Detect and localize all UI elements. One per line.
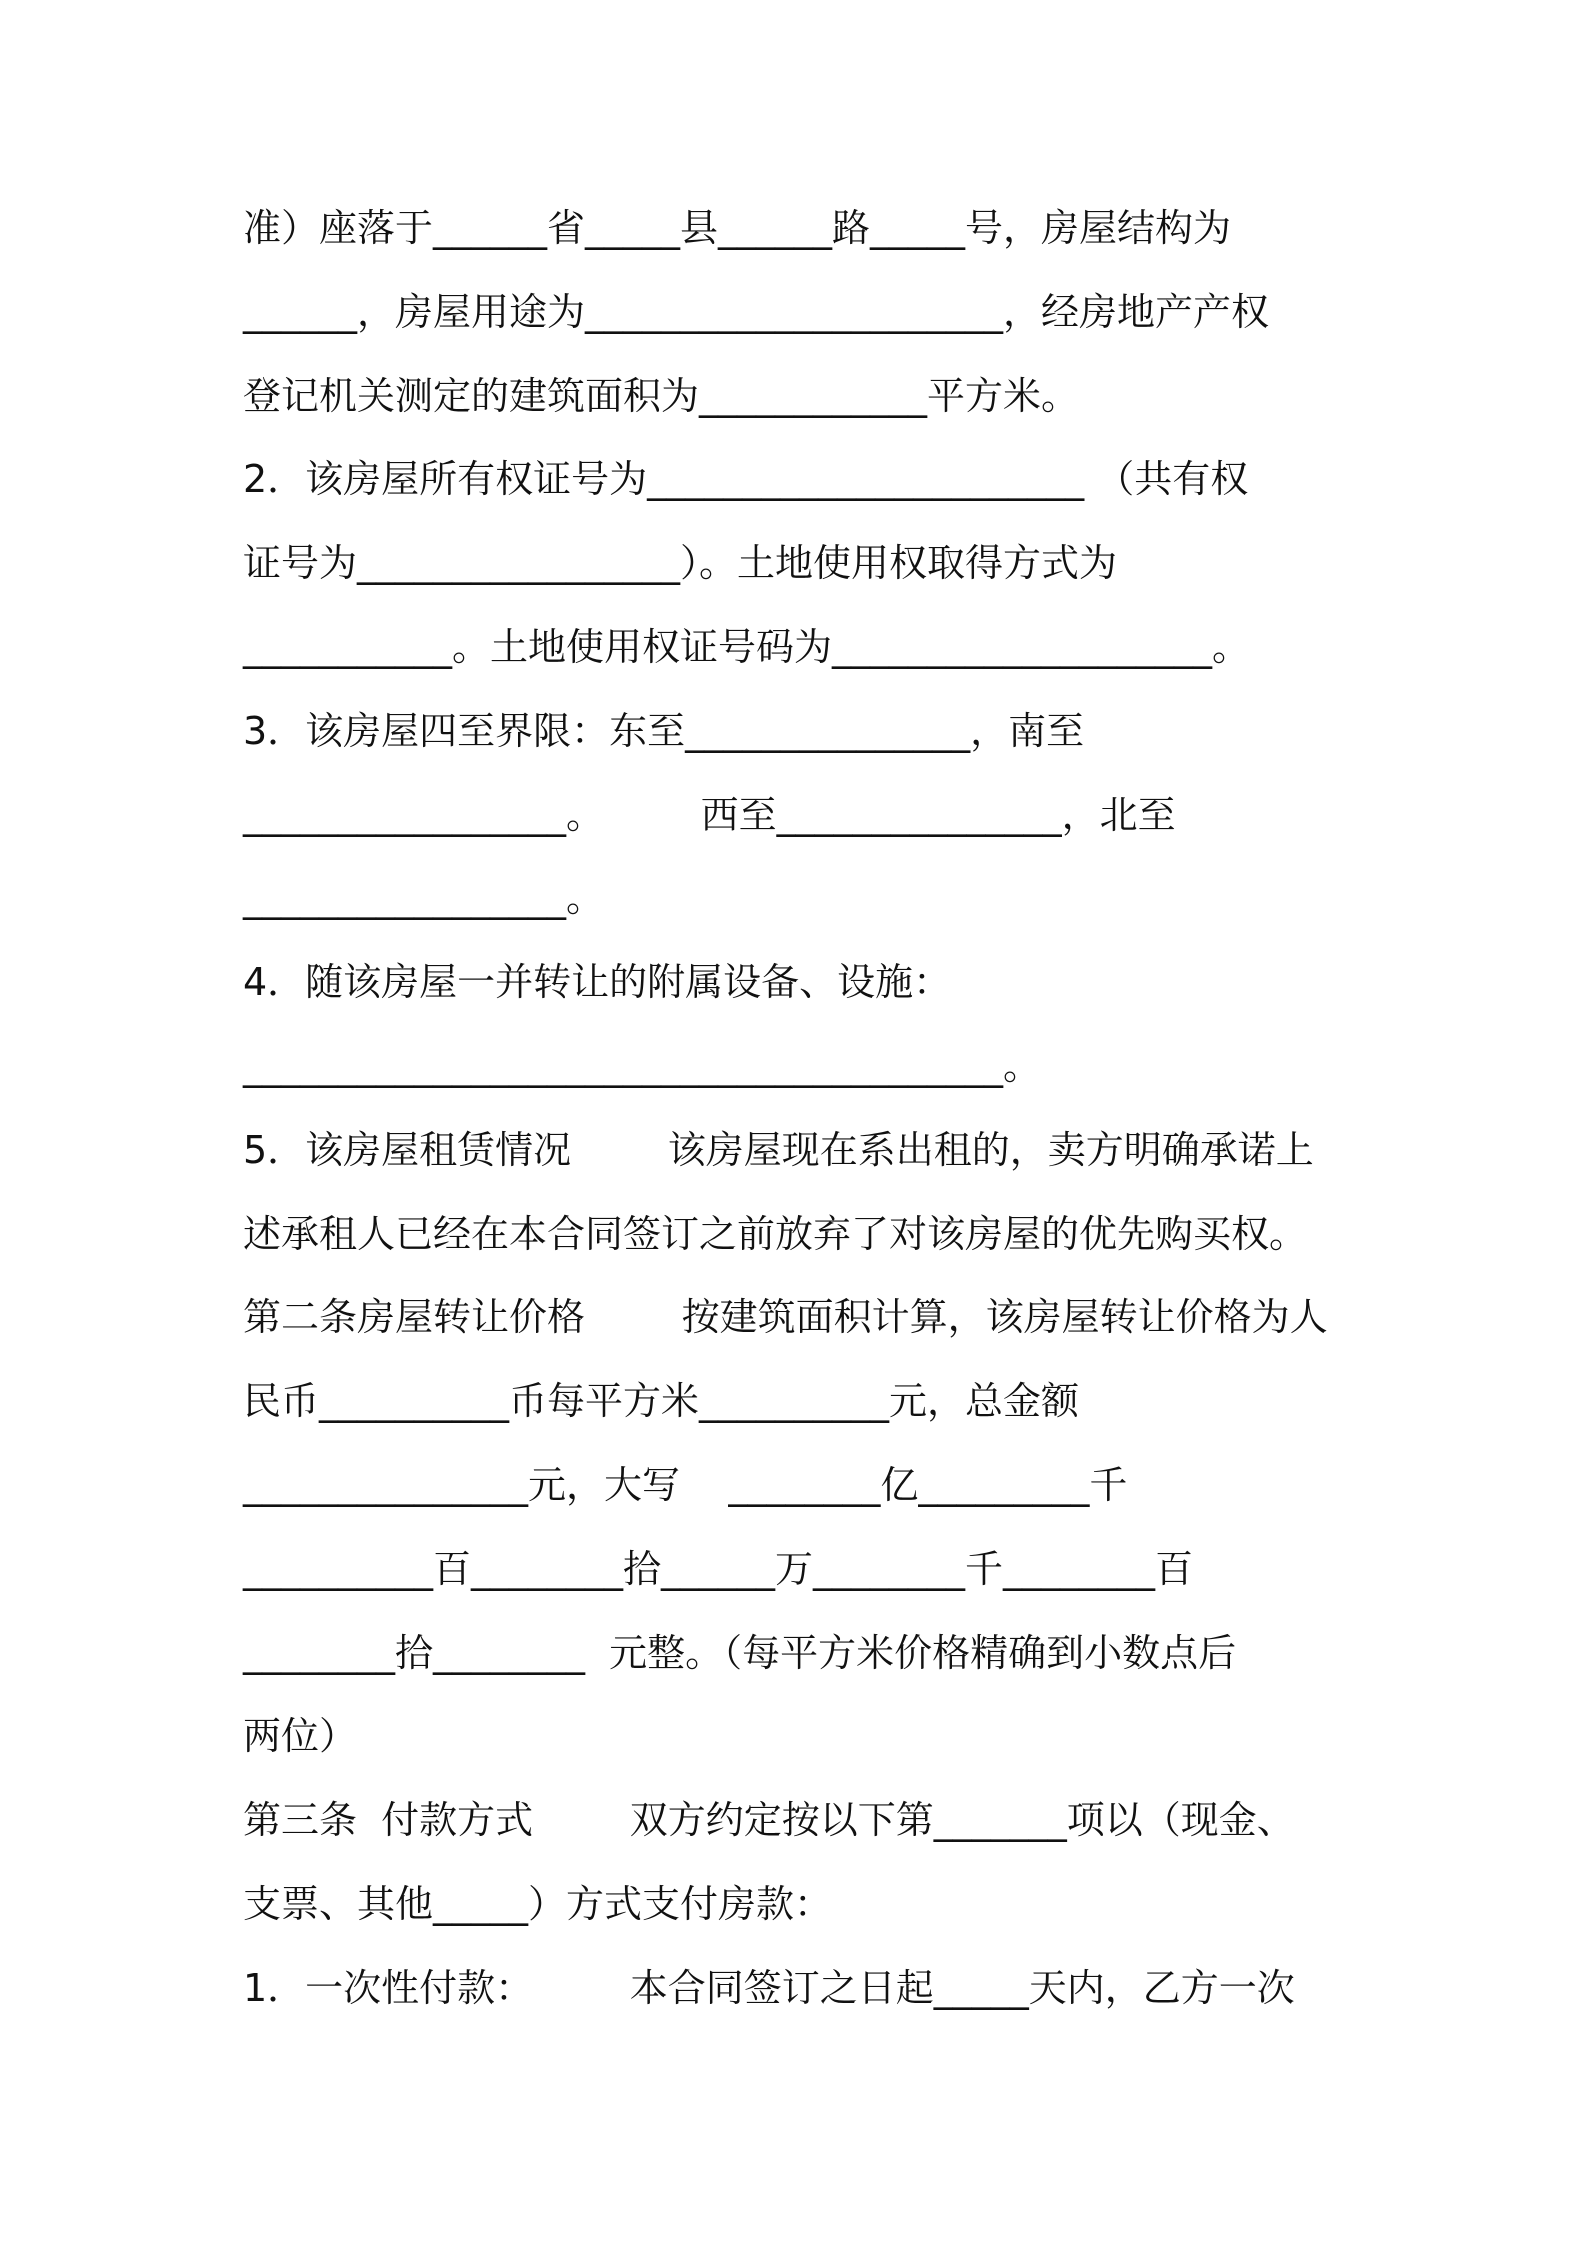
text-line-3: 登记机关测定的建筑面积为____________平方米。	[243, 374, 1080, 418]
text-line-14: 第二条房屋转让价格 按建筑面积计算，该房屋转让价格为人	[243, 1295, 1328, 1339]
text-line-20: 第三条 付款方式 双方约定按以下第_______项以（现金、	[243, 1798, 1295, 1842]
text-line-7: 3．该房屋四至界限：东至_______________，南至	[243, 709, 1085, 753]
text-line-8: _________________。 西至_______________，北至	[243, 793, 1176, 837]
text-line-17: __________百________拾______万________千________百	[243, 1547, 1194, 1591]
text-line-19: 两位）	[243, 1714, 358, 1758]
text-line-1: 准）座落于______省_____县______路_____号，房屋结构为	[243, 206, 1232, 250]
text-line-9: _________________。	[243, 876, 605, 920]
text-line-12: 5．该房屋租赁情况 该房屋现在系出租的，卖方明确承诺上	[243, 1128, 1314, 1172]
text-line-15: 民币__________币每平方米__________元，总金额	[243, 1379, 1080, 1423]
text-line-18: ________拾________ 元整。（每平方米价格精确到小数点后	[243, 1631, 1237, 1675]
text-line-13: 述承租人已经在本合同签订之前放弃了对该房屋的优先购买权。	[243, 1212, 1308, 1256]
text-line-6: ___________。土地使用权证号码为____________________。	[243, 625, 1251, 669]
text-line-11: ________________________________________。	[243, 1044, 1042, 1088]
text-line-10: 4．随该房屋一并转让的附属设备、设施：	[243, 960, 952, 1004]
text-line-5: 证号为_________________）。土地使用权取得方式为	[243, 541, 1118, 585]
text-line-21: 支票、其他_____）方式支付房款：	[243, 1882, 833, 1926]
text-line-4: 2．该房屋所有权证号为_______________________ （共有权	[243, 457, 1249, 501]
text-line-16: _______________元，大写 ________亿_________千	[243, 1463, 1128, 1507]
text-line-22: 1．一次性付款： 本合同签订之日起_____天内，乙方一次	[243, 1966, 1295, 2010]
text-line-2: ______，房屋用途为______________________，经房地产产权	[243, 290, 1270, 334]
